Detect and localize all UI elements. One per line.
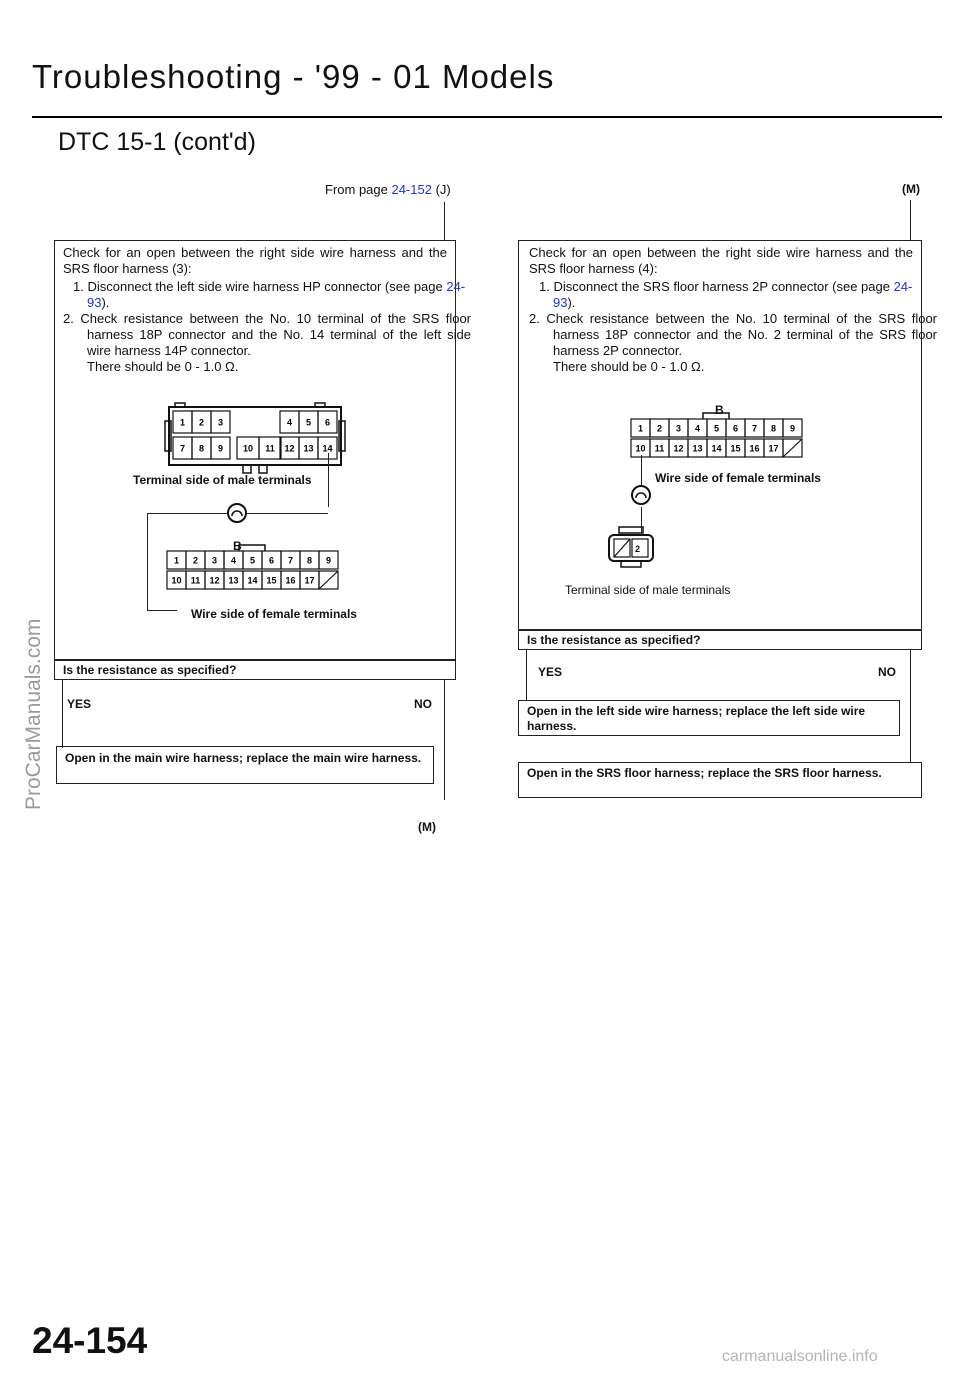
left-question-box [54, 660, 456, 680]
pin-number: 12 [284, 443, 295, 454]
pin-number: 5 [713, 423, 720, 434]
pin-number: 8 [770, 423, 777, 434]
probe-wire [147, 513, 148, 611]
pin-number: 9 [789, 423, 796, 434]
pin-number: 4 [694, 423, 701, 434]
right-yes-result: Open in the left side wire harness; replace the left side wire harness. [527, 704, 866, 733]
pin-number: 13 [692, 443, 703, 454]
left-step-intro: Check for an open between the right side wire harness and the SRS floor harness (3): [63, 245, 447, 276]
ohmmeter-icon [225, 501, 249, 525]
pin-number: 12 [673, 443, 684, 454]
pin-number: 6 [268, 555, 275, 566]
flow-line [910, 650, 911, 762]
right-step-box [518, 240, 937, 630]
flow-line [910, 200, 911, 240]
flow-line [526, 650, 527, 700]
left-step-2-expect: There should be 0 - 1.0 Ω. [87, 359, 239, 374]
connector-2p-pin: 2 [635, 544, 641, 554]
pin-number: 6 [324, 417, 331, 428]
pin-number: 10 [635, 443, 646, 454]
flow-line [62, 680, 63, 748]
pin-number: 11 [190, 575, 201, 586]
ohmmeter-icon [629, 483, 653, 507]
pin-number: 3 [211, 555, 218, 566]
pin-number: 7 [287, 555, 294, 566]
left-connector-top-caption: Terminal side of male terminals [133, 473, 312, 487]
left-step-1-link[interactable]: 24-93 [87, 279, 466, 310]
pin-number: 11 [654, 443, 665, 454]
pin-number: 3 [217, 417, 224, 428]
pin-number: 15 [266, 575, 277, 586]
left-exit-label: (M) [418, 820, 436, 834]
pin-number: 11 [265, 443, 275, 454]
connector-key-b: B [715, 403, 724, 417]
left-step-1-text: 1. Disconnect the left side wire harness HP connector (see page [73, 279, 447, 294]
pin-number: 13 [228, 575, 239, 586]
right-question-box [518, 630, 922, 650]
pin-number: 2 [656, 423, 663, 434]
right-connector-top-caption: Wire side of female terminals [655, 471, 821, 485]
right-step-1 [533, 279, 933, 311]
pin-number: 2 [192, 555, 199, 566]
pin-number: 5 [249, 555, 256, 566]
page-title: Troubleshooting - '99 - 01 Models [32, 58, 555, 95]
right-step-1-link[interactable]: 24-93 [553, 279, 913, 310]
pin-number: 2 [198, 417, 205, 428]
flow-line [444, 680, 445, 800]
left-step-2: 2. Check resistance between the No. 10 terminal of the SRS floor harness 18P connector and the No. 14 terminal of the left side wire harness 14P connector. [63, 311, 471, 358]
connector-2p-diagram [603, 525, 659, 575]
right-step-1-text: 1. Disconnect the SRS floor harness 2P connector (see page [539, 279, 894, 294]
pin-number: 3 [675, 423, 682, 434]
pin-number: 17 [768, 443, 779, 454]
pin-number: 1 [179, 417, 186, 428]
watermark: ProCarManuals.com [22, 618, 45, 810]
pin-number: 5 [305, 417, 312, 428]
from-page-prefix: From page [325, 182, 392, 197]
connector-18p-diagram [163, 537, 351, 597]
probe-wire [147, 610, 177, 611]
page-number: 24-154 [32, 1320, 148, 1361]
pin-number: 6 [732, 423, 739, 434]
blank-cell-slash [783, 439, 802, 457]
pin-number: 14 [247, 575, 258, 586]
connector-key-b: B [233, 539, 242, 553]
right-step-2-expect: There should be 0 - 1.0 Ω. [553, 359, 705, 374]
from-page-suffix: (J) [431, 182, 451, 197]
left-connector-bottom-caption: Wire side of female terminals [191, 607, 357, 621]
pin-number: 13 [303, 443, 314, 454]
right-step-1-suffix: ). [567, 295, 576, 310]
pin-number: 10 [171, 575, 182, 586]
pin-number: 16 [285, 575, 296, 586]
pin-number: 8 [306, 555, 313, 566]
pin-number: 14 [322, 443, 333, 454]
right-step-intro: Check for an open between the right side wire harness and the SRS floor harness (4): [529, 245, 913, 276]
pin-number: 10 [242, 443, 254, 454]
left-question: Is the resistance as specified? [63, 663, 237, 677]
from-page-reference [325, 182, 451, 198]
pin-number: 8 [198, 443, 205, 454]
connector-14p-diagram [155, 399, 355, 479]
pin-number: 4 [286, 417, 293, 428]
pin-number: 12 [209, 575, 220, 586]
pin-number: 9 [217, 443, 224, 454]
right-entry-label: (M) [902, 182, 920, 196]
pin-number: 16 [749, 443, 760, 454]
pin-number: 7 [751, 423, 758, 434]
right-step-2: 2. Check resistance between the No. 10 terminal of the SRS floor harness 18P connector and the No. 2 terminal of the SRS floor harness 2P connector. [529, 311, 937, 358]
right-question: Is the resistance as specified? [527, 633, 701, 647]
left-result: Open in the main wire harness; replace the main wire harness. [65, 751, 422, 765]
left-no-label: NO [414, 697, 432, 711]
pin-number: 1 [173, 555, 180, 566]
from-page-link[interactable]: 24-152 [391, 182, 432, 197]
pin-number: 17 [304, 575, 315, 586]
left-step-1 [67, 279, 467, 311]
pin-number: 7 [179, 443, 186, 454]
pin-number: 9 [325, 555, 332, 566]
right-yes-label: YES [538, 665, 563, 679]
left-step-box [54, 240, 471, 660]
flow-line [444, 202, 445, 240]
right-connector-bottom-caption: Terminal side of male terminals [565, 583, 731, 597]
title-rule [32, 116, 942, 118]
footer-site: carmanualsonline.info [722, 1348, 878, 1365]
pin-number: 14 [711, 443, 722, 454]
right-yes-result-box [518, 700, 900, 736]
pin-number: 15 [730, 443, 741, 454]
left-yes-label: YES [67, 697, 92, 711]
blank-cell-slash [319, 571, 338, 589]
page-subtitle: DTC 15-1 (cont'd) [58, 128, 256, 156]
left-result-box [56, 746, 434, 784]
pin-number: 4 [230, 555, 237, 566]
right-no-result: Open in the SRS floor harness; replace the SRS floor harness. [527, 766, 882, 780]
right-no-label: NO [878, 665, 896, 679]
left-step-1-suffix: ). [101, 295, 110, 310]
right-no-result-box [518, 762, 922, 798]
pin-number: 1 [637, 423, 644, 434]
probe-wire [328, 453, 329, 507]
